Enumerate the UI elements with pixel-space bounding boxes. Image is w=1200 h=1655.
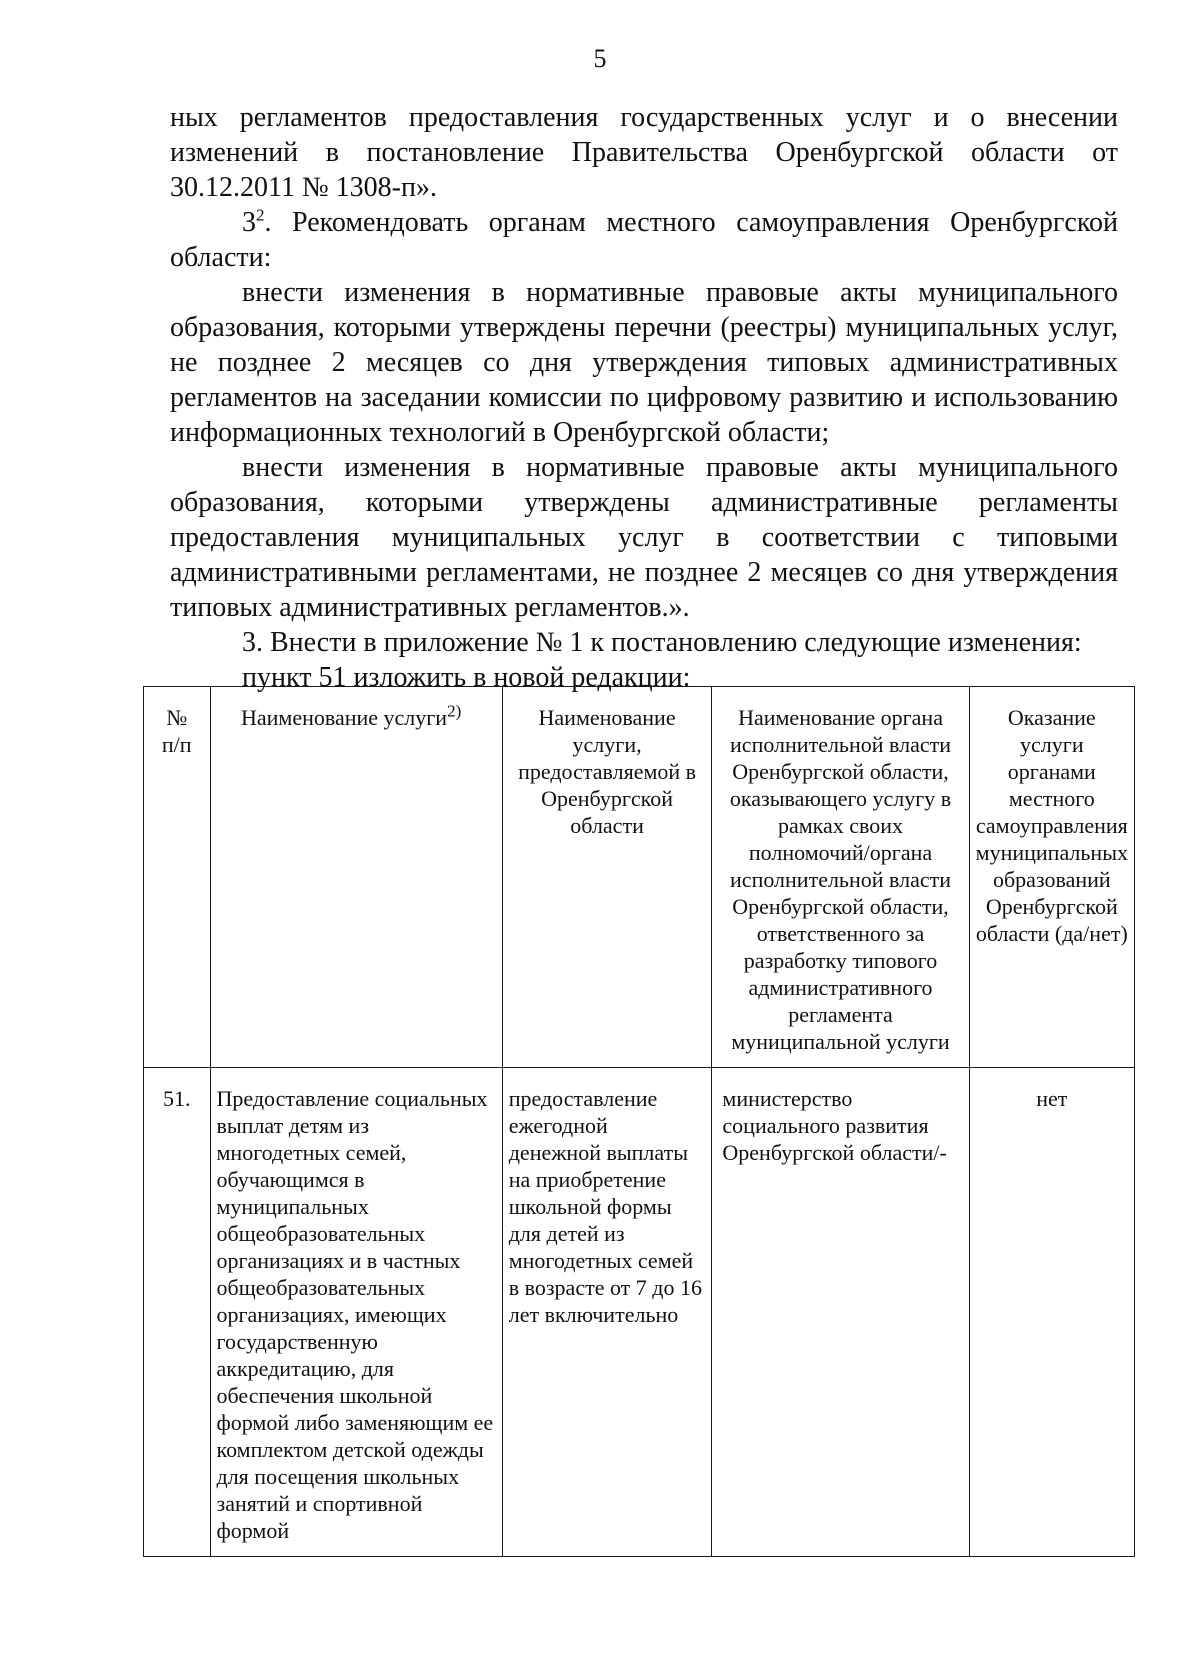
table-header-row	[144, 687, 1135, 1068]
document-body	[170, 100, 1118, 695]
row-authority: министерство социального развития Оренбургской области/-	[712, 1068, 969, 1557]
paragraph-amend-regulations: внести изменения в нормативные правовые акты муниципального образования, которыми утверждены административные регламенты предоставления муниципальных услуг в соответствии с типовыми административными регламентами, не позднее 2 месяцев со дня утверждения типовых административных регламентов.».	[170, 452, 1118, 623]
header-authority: Наименование органа исполнительной власти Оренбургской области, оказывающего услугу в рамках своих полномочий/органа исполнительной власти Оренбургской области, ответственного за разработку типового административного регламента муниципальной услуги	[712, 687, 969, 1068]
header-service-name: Наименование услуги$^{2)}$	[210, 687, 502, 1068]
row-service-name: Предоставление социальных выплат детям из многодетных семей, обучающимся в муниципальных общеобразовательных организациях и в частных общеобразовательных организациях, имеющих государственную аккредитацию, для обеспечения школьной формой либо заменяющим ее комплектом детской одежды для посещения школьных занятий и спортивной формой	[210, 1068, 502, 1557]
header-municipal: Оказание услуги органами местного самоуправления муниципальных образований Оренбургской области (да/нет)	[969, 687, 1134, 1068]
paragraph-3-2-text: . Рекомендовать органам местного самоуправления Оренбургской области:	[170, 207, 1118, 273]
paragraph-amend-lists: внести изменения в нормативные правовые акты муниципального образования, которыми утверждены перечни (реестры) муниципальных услуг, не позднее 2 месяцев со дня утверждения типовых административных регламентов на заседании комиссии по цифровому развитию и использованию информационных технологий в Оренбургской области;	[170, 277, 1118, 448]
paragraph-3-2	[170, 205, 1118, 275]
header-number: № п/п	[144, 687, 211, 1068]
services-table	[143, 686, 1135, 1557]
header-regional-service: Наименование услуги, предоставляемой в Оренбургской области	[502, 687, 712, 1068]
table-row	[144, 1068, 1135, 1557]
row-regional-service: предоставление ежегодной денежной выплаты на приобретение школьной формы для детей из многодетных семей в возрасте от 7 до 16 лет включительно	[502, 1068, 712, 1557]
paragraph-3-2-number: 3	[242, 207, 256, 238]
page-number: 5	[593, 44, 607, 73]
paragraph-3-2-superscript: 2	[256, 205, 265, 225]
row-municipal: нет	[969, 1068, 1134, 1557]
header-service-name-footnote: 2)	[447, 701, 462, 721]
row-number: 51.	[144, 1068, 211, 1557]
paragraph-continuation: ных регламентов предоставления государственных услуг и о внесении изменений в постановление Правительства Оренбургской области от 30.12.2011 № 1308-п».	[170, 102, 1118, 203]
paragraph-point-51: пункт 51 изложить в новой редакции:	[242, 662, 691, 693]
paragraph-3: 3. Внести в приложение № 1 к постановлению следующие изменения:	[242, 627, 1082, 658]
